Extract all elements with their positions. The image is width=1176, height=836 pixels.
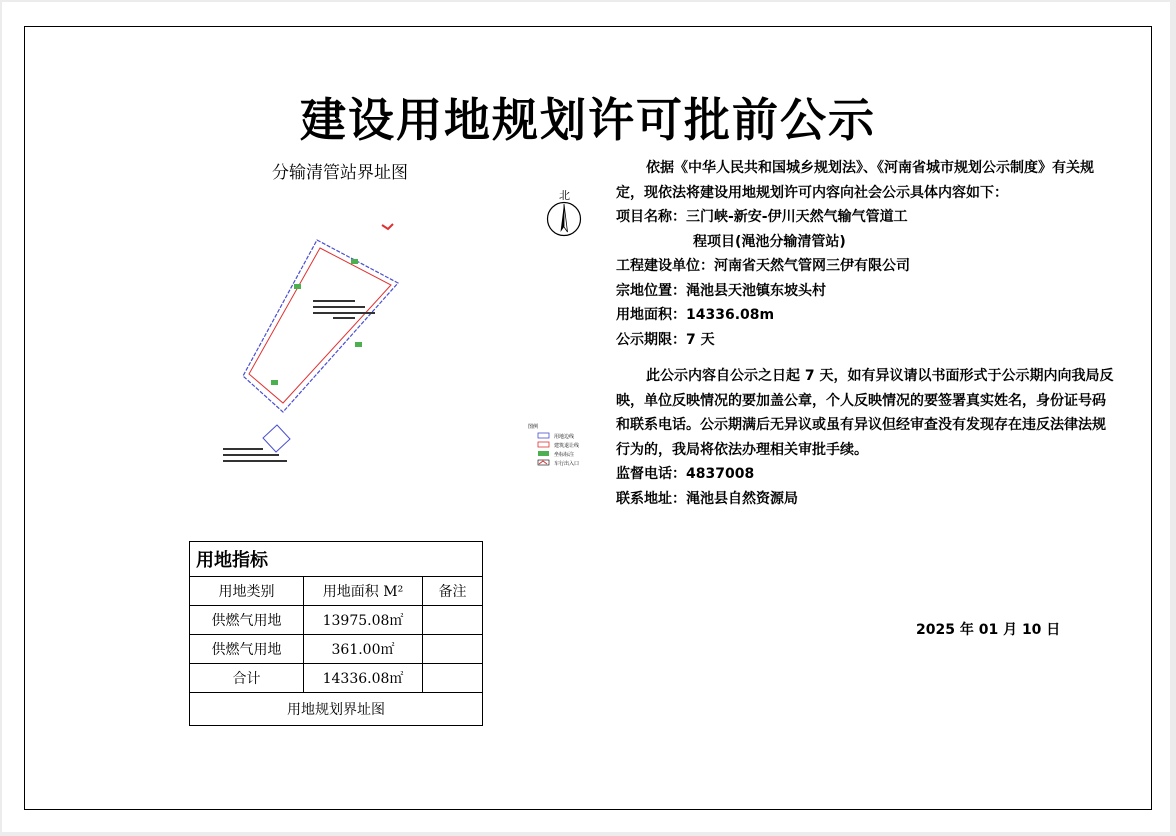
svg-text:用地边线: 用地边线: [554, 434, 575, 440]
project-name-row: [616, 205, 1116, 230]
land-index-table: [189, 541, 483, 726]
parcel-boundary: [243, 240, 398, 412]
page-title: 建设用地规划许可批前公示: [300, 93, 876, 147]
marker: [294, 284, 301, 289]
project-label: 项目名称：: [616, 209, 686, 225]
marker: [355, 342, 362, 347]
notice-intro: 依据《中华人民共和国城乡规划法》、《河南省城市规划公示制度》有关规定，现依法将建设用地规划许可内容向社会公示具体内容如下：: [616, 160, 1094, 201]
column-category: 用地类别: [190, 577, 304, 606]
site-boundary-map: [95, 180, 615, 490]
table-header: 用地指标: [190, 542, 483, 577]
table-footer: 用地规划界址图: [190, 693, 483, 726]
notice-body: 此公示内容自公示之日起 7 天，如有异议请以书面形式于公示期内向我局反映，单位反映情况的要加盖公章，个人反映情况的要签署真实姓名，身份证号码和联系电话。公示期满后无异议或虽有异议但经审查没有发现存在违反法律法规行为的，我局将依法办理相关审批手续。: [616, 368, 1114, 458]
area-line: 用地面积：14336.08m: [616, 307, 775, 323]
marker: [351, 259, 358, 264]
builder-line: 工程建设单位：河南省天然气管网三伊有限公司: [616, 258, 910, 274]
map-title: 分输清管站界址图: [272, 163, 408, 183]
table-row: 供燃气用地 361.00㎡: [190, 635, 483, 664]
address-line: 联系地址：渑池县自然资源局: [616, 490, 798, 507]
project-line2: 程项目(渑池分输清管站): [693, 233, 846, 250]
small-parcel: [263, 425, 290, 452]
svg-text:坐标标注: 坐标标注: [554, 452, 575, 458]
column-note: 备注: [423, 577, 483, 606]
table-row: 供燃气用地 13975.08㎡: [190, 606, 483, 635]
column-area: 用地面积 M²: [304, 577, 423, 606]
svg-text:车行出入口: 车行出入口: [554, 461, 580, 467]
phone-line: 监督电话：4837008: [616, 466, 755, 482]
legend-title: 图例: [528, 424, 539, 430]
svg-text:建筑退让线: 建筑退让线: [554, 443, 580, 449]
table-row: 合计 14336.08㎡: [190, 664, 483, 693]
entrance-marker: [382, 224, 393, 229]
project-line1: 三门峡-新安-伊川天然气输气管道工: [686, 209, 908, 225]
north-label: 北: [559, 189, 570, 202]
period-line: 公示期限：7 天: [616, 331, 715, 348]
location-line: 宗地位置：渑池县天池镇东坡头村: [616, 282, 826, 299]
publish-date: 2025 年 01 月 10 日: [916, 622, 1061, 638]
table-column-row: [190, 577, 483, 606]
notice-text: [616, 156, 1116, 511]
map-legend: [528, 423, 579, 467]
marker: [271, 380, 278, 385]
